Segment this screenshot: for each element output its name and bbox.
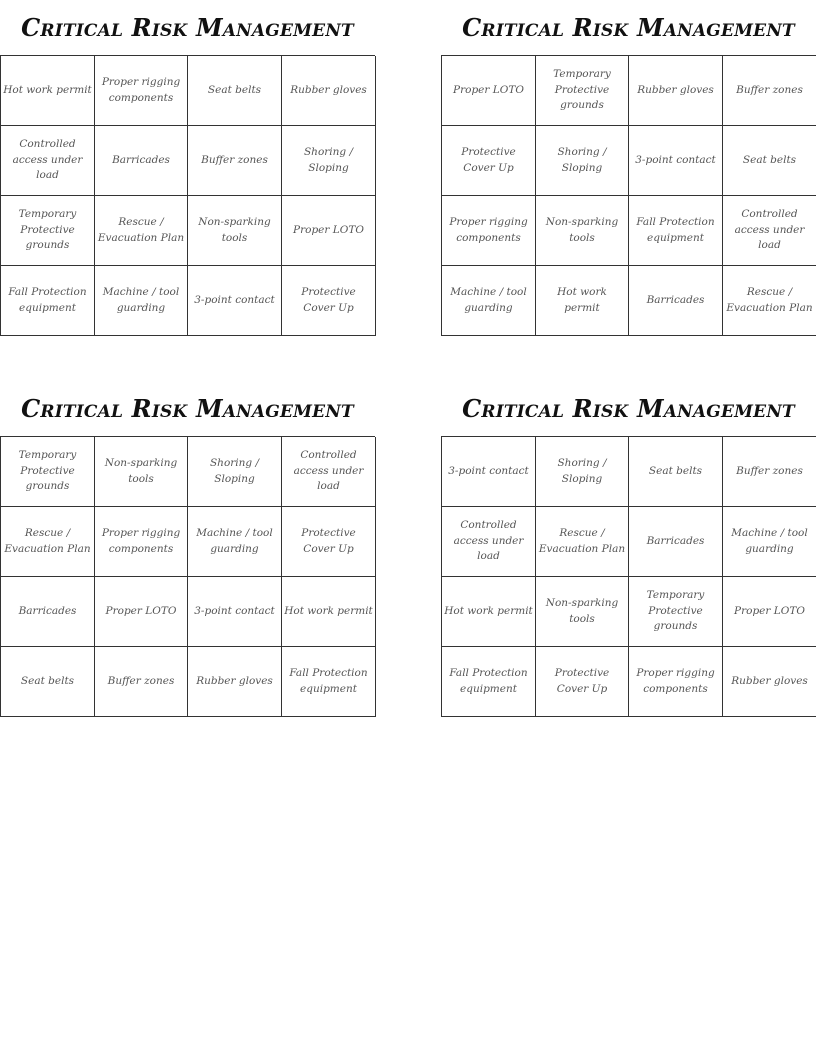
- grid-cell: Fall Protection equipment: [442, 647, 536, 717]
- grid-cell: Hot work permit: [1, 56, 95, 126]
- grid-cell: Proper rigging components: [629, 647, 723, 717]
- bingo-grid: [441, 436, 816, 717]
- grid-cell: Non-sparking tools: [536, 577, 629, 647]
- grid-cell: Shoring / Sloping: [188, 437, 282, 507]
- grid-cell: Buffer zones: [723, 56, 816, 126]
- grid-cell: Controlled access under load: [282, 437, 376, 507]
- grid-cell: Seat belts: [188, 56, 282, 126]
- grid-cell: Barricades: [1, 577, 95, 647]
- grid-cell: Proper rigging components: [95, 507, 188, 577]
- card-title: Critical Risk Management: [21, 394, 354, 423]
- grid-cell: Non-sparking tools: [188, 196, 282, 266]
- grid-cell: Proper LOTO: [442, 56, 536, 126]
- grid-cell: Proper LOTO: [282, 196, 376, 266]
- grid-cell: 3-point contact: [629, 126, 723, 196]
- grid-cell: Fall Protection equipment: [282, 647, 376, 717]
- grid-cell: Seat belts: [1, 647, 95, 717]
- grid-cell: Machine / tool guarding: [188, 507, 282, 577]
- grid-cell: Rescue / Evacuation Plan: [536, 507, 629, 577]
- card-title: Critical Risk Management: [21, 13, 354, 42]
- bingo-grid: [441, 55, 816, 336]
- grid-cell: Machine / tool guarding: [442, 266, 536, 336]
- grid-cell: 3-point contact: [188, 577, 282, 647]
- grid-cell: Buffer zones: [188, 126, 282, 196]
- bingo-grid: [0, 55, 375, 336]
- card-title: Critical Risk Management: [462, 13, 795, 42]
- grid-cell: Controlled access under load: [442, 507, 536, 577]
- grid-cell: Buffer zones: [95, 647, 188, 717]
- grid-cell: Hot work permit: [536, 266, 629, 336]
- grid-cell: Rescue / Evacuation Plan: [95, 196, 188, 266]
- grid-cell: Barricades: [95, 126, 188, 196]
- grid-cell: Protective Cover Up: [282, 507, 376, 577]
- bingo-card-1: [0, 0, 375, 336]
- grid-cell: Protective Cover Up: [282, 266, 376, 336]
- grid-cell: Shoring / Sloping: [536, 126, 629, 196]
- grid-cell: Proper LOTO: [95, 577, 188, 647]
- grid-cell: Barricades: [629, 507, 723, 577]
- grid-cell: Controlled access under load: [723, 196, 816, 266]
- grid-cell: Rubber gloves: [723, 647, 816, 717]
- grid-cell: Shoring / Sloping: [282, 126, 376, 196]
- grid-cell: Rescue / Evacuation Plan: [1, 507, 95, 577]
- bingo-grid: [0, 436, 375, 717]
- grid-cell: Rubber gloves: [282, 56, 376, 126]
- bingo-card-2: [441, 0, 816, 336]
- grid-cell: Proper rigging components: [442, 196, 536, 266]
- grid-cell: Fall Protection equipment: [1, 266, 95, 336]
- grid-cell: Seat belts: [629, 437, 723, 507]
- bingo-card-4: [441, 381, 816, 717]
- grid-cell: Fall Protection equipment: [629, 196, 723, 266]
- grid-cell: 3-point contact: [188, 266, 282, 336]
- grid-cell: Machine / tool guarding: [723, 507, 816, 577]
- grid-cell: Machine / tool guarding: [95, 266, 188, 336]
- grid-cell: Shoring / Sloping: [536, 437, 629, 507]
- grid-cell: Rubber gloves: [629, 56, 723, 126]
- grid-cell: 3-point contact: [442, 437, 536, 507]
- grid-cell: Non-sparking tools: [95, 437, 188, 507]
- bingo-card-3: [0, 381, 375, 717]
- grid-cell: Controlled access under load: [1, 126, 95, 196]
- grid-cell: Rescue / Evacuation Plan: [723, 266, 816, 336]
- grid-cell: Barricades: [629, 266, 723, 336]
- grid-cell: Rubber gloves: [188, 647, 282, 717]
- grid-cell: Temporary Protective grounds: [1, 196, 95, 266]
- grid-cell: Protective Cover Up: [442, 126, 536, 196]
- grid-cell: Seat belts: [723, 126, 816, 196]
- grid-cell: Temporary Protective grounds: [629, 577, 723, 647]
- grid-cell: Proper rigging components: [95, 56, 188, 126]
- grid-cell: Non-sparking tools: [536, 196, 629, 266]
- grid-cell: Temporary Protective grounds: [536, 56, 629, 126]
- grid-cell: Buffer zones: [723, 437, 816, 507]
- grid-cell: Temporary Protective grounds: [1, 437, 95, 507]
- grid-cell: Protective Cover Up: [536, 647, 629, 717]
- card-title: Critical Risk Management: [462, 394, 795, 423]
- grid-cell: Hot work permit: [282, 577, 376, 647]
- grid-cell: Proper LOTO: [723, 577, 816, 647]
- grid-cell: Hot work permit: [442, 577, 536, 647]
